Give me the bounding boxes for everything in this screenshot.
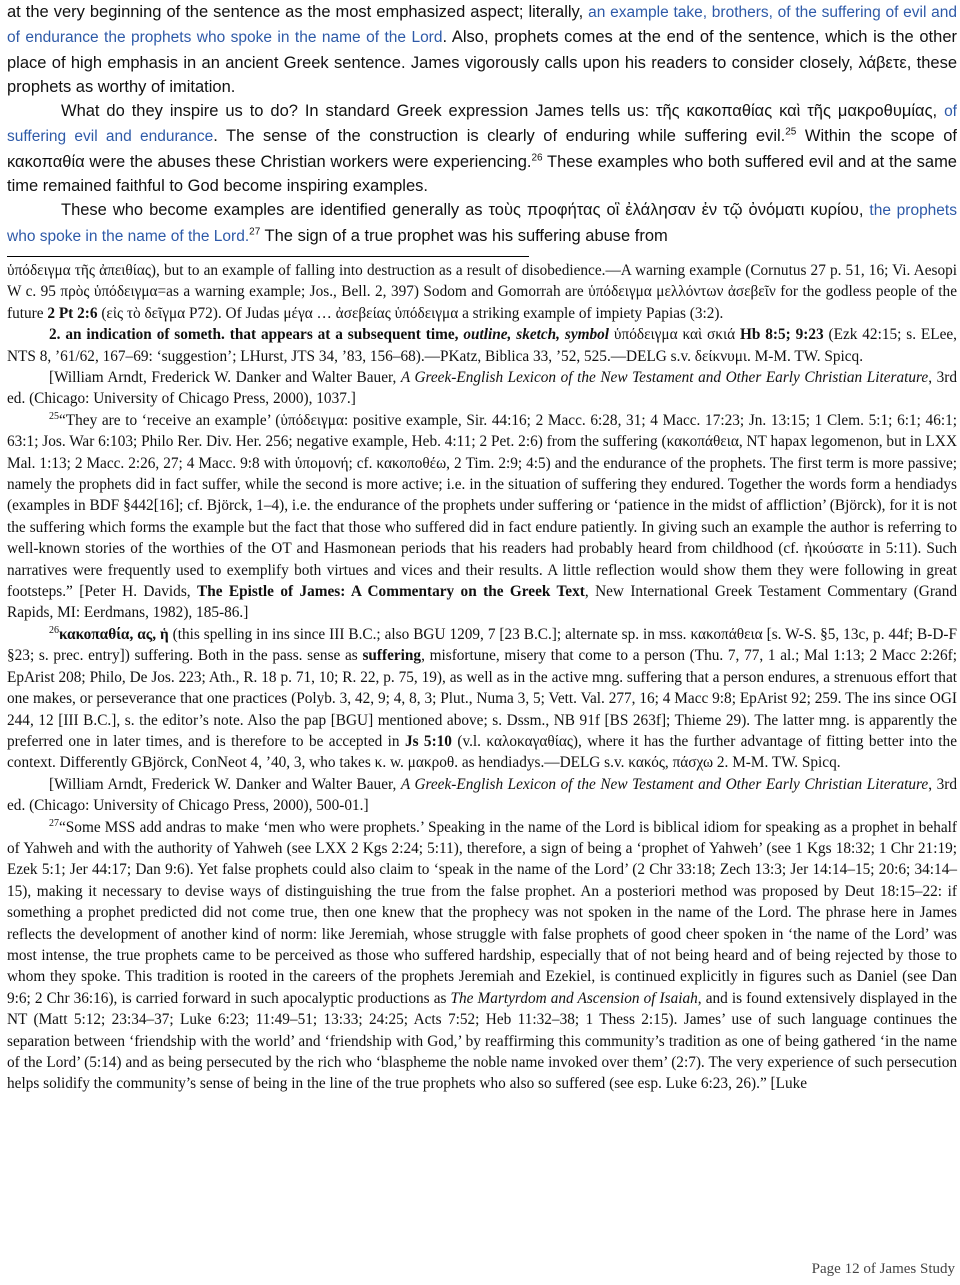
document-page — [7, 0, 957, 1095]
footnote-ref-26[interactable]: 26 — [531, 152, 543, 164]
text-run: These examples who both suffered evil and at the same time remained faithful to God become inspiring examples. — [7, 152, 957, 196]
text-run: , 3rd ed. (Chicago: University of Chicago Press, 2000), 500-01.] — [7, 775, 957, 815]
text-run: , and is found extensively displayed in the NT (Matt 5:12; 23:34–37; Luke 6:23; 11:49–51; 13:33; 24:25; Acts 7:52; Heb 11:32–38; 1 Thess 2:15). James’ use of such language continues the separation between ‘friendship with the world’ and ‘friendship with God,’ by reaffirming this community’s tradition as one of being gathered ‘in the name of the Lord’ (5:14) and as being persecuted by the rich who ‘blaspheme the noble name invoked over them’ (2:7). The very experience of such persecution helps solidify the community’s sense of being in the line of the true prophets who also so suffered (see esp. Luke 6:23, 26).” [Luke — [7, 989, 957, 1093]
footnote-separator — [7, 256, 529, 257]
footnote-25 — [7, 410, 957, 624]
text-run: (v.l. καλοκαγαθίας), where it has the further advantage of fitting better into the context. Differently GBjörck, ConNeot 4, ’40, 3, who takes κ. w. μακροθ. as hendiadys.—DELG s.v. κακός, πάσχω 2. M-M. TW. Spicq. — [7, 732, 957, 772]
text-run: “Some MSS add andras to make ‘men who were prophets.’ Speaking in the name of the Lord is biblical idiom for speaking as a prophet in behalf of Yahweh and with the authority of Yahweh (see LXX 2 Kgs 2:24; 5:11), therefore, a sign of being a ‘prophet of Yahweh’ (see 1 Kgs 18:32; 1 Chr 21:19; Ezek 5:1; Jer 44:17; Dan 9:6). Yet false prophets could also claim to ‘speak in the name of the Lord’ (2 Chr 33:18; Zech 13:3; Jer 14:14–15; 20:6; 34:14–15), making it necessary to devise ways of distinguishing the true from the false prophet. An a posteriori method was proposed by Deut 18:15–22: if something a prophet predicted did not come true, then one knew that the prophecy was not spoken in the name of the Lord. The phrase here in James reflects the development of another kind of norm: like Jeremiah, whose struggle with false prophets of good cheer spoken in ‘the name of the Lord’ was most intense, the true prophets came to be perceived as those who suffered hardship, especially that of not being heard and of being rejected by those to whom they spoke. This tradition is rooted in the careers of the prophets Jeremiah and Ezekiel, is continued explicitly in figures such as Daniel (see Dan 9:6; 2 Chr 36:16), is carried forward in such apocalyptic productions as — [7, 818, 957, 1007]
lexicon-gloss: suffering — [362, 647, 422, 665]
text-run: ὑπόδειγμα καὶ σκιά — [609, 326, 740, 344]
footnote-number: 27 — [49, 817, 59, 829]
text-run: These who become examples are identified generally as τοὺς προφήτας οἳ ἐλάλησαν ἐν τῷ ὀνόματι κυρίου, — [61, 201, 870, 220]
text-run: , 3rd ed. (Chicago: University of Chicago Press, 2000), 1037.] — [7, 369, 957, 408]
main-text — [7, 0, 957, 249]
translation-phrase: the prophets who spoke in the name of the Lord. — [7, 202, 957, 245]
book-title: A Greek-English Lexicon of the New Testament and Other Early Christian Literature — [400, 369, 929, 386]
book-title: A Greek-English Lexicon of the New Testament and Other Early Christian Literature — [400, 775, 929, 793]
main-paragraph-3 — [7, 198, 957, 249]
footnote-ref-25[interactable]: 25 — [785, 126, 797, 138]
translation-phrase: of suffering evil and endurance — [7, 103, 957, 146]
footnotes — [7, 260, 957, 1095]
text-run: . The sense of the construction is clearly of enduring while suffering evil. — [213, 127, 786, 146]
sense-gloss: outline, sketch, symbol — [463, 326, 610, 344]
book-title: The Epistle of James: A Commentary on the Greek Text — [197, 583, 585, 601]
footnote-number: 25 — [49, 410, 59, 422]
footnote-27 — [7, 817, 957, 1095]
text-run: at the very beginning of the sentence as the most emphasized aspect; literally, — [7, 3, 589, 21]
text-run: , New International Greek Testament Commentary (Grand Rapids, MI: Eerdmans, 1982), 185-86.] — [7, 583, 958, 622]
scripture-ref: 2 Pt 2:6 — [47, 304, 98, 322]
lexicon-sense-2 — [7, 324, 957, 367]
lexicon-headword: κακοπαθία, ας, ἡ — [59, 625, 169, 643]
main-paragraph-1 — [7, 0, 957, 99]
text-run: (εἰς τὸ δεῖγμα P72). Of Judas μέγα … ἀσεβείας ὑπόδειγμα a striking example of impiety Papias (3:2). — [97, 304, 724, 322]
sense-heading: 2. an indication of someth. that appears at a subsequent time, — [49, 326, 464, 344]
text-run: ὑπόδειγμα τῆς ἀπειθίας), but to an example of falling into destruction as a result of disobedience.—A warning example (Cornutus 27 p. 51, 16; Vi. Aesopi W c. 95 πρὸς ὑπόδειγμα=as a warning example; Jos., Bell. 2, 397) Sodom and Gomorrah are ὑπόδειγμα μελλόντων ἀσεβεῖν for the godless people of the future — [7, 261, 957, 322]
book-title: The Martyrdom and Ascension of Isaiah — [450, 989, 698, 1007]
scripture-ref: Js 5:10 — [404, 732, 452, 750]
text-run: The sign of a true prophet was his suffering abuse from — [260, 226, 668, 245]
text-run: (this spelling in ins since III B.C.; also BGU 1209, 7 [23 B.C.]; alternate sp. in mss. κακοπάθεια [s. W-S. §5, 13c, p. 44f; B-D-F §23; s. prec. entry]) suffering. Both in the pass. sense as — [7, 625, 957, 665]
citation-bdag-2 — [7, 774, 957, 817]
text-run: What do they inspire us to do? In standard Greek expression James tells us: τῆς κακοπαθίας καὶ τῆς μακροθυμίας, — [61, 102, 945, 121]
main-paragraph-2 — [7, 99, 957, 198]
text-run: [William Arndt, Frederick W. Danker and Walter Bauer, — [49, 775, 401, 793]
text-run: [William Arndt, Frederick W. Danker and Walter Bauer, — [49, 369, 401, 386]
text-run: Within the scope of κακοπαθία were the abuses these Christian workers were experiencing. — [7, 127, 957, 171]
footnote-number: 26 — [49, 624, 59, 636]
translation-phrase: an example take, brothers, of the suffering of evil and of endurance the prophets who spoke in the name of the Lord — [7, 4, 958, 47]
scripture-ref: Hb 8:5; 9:23 — [740, 326, 824, 344]
citation-bdag-1 — [7, 367, 957, 410]
text-run: (Ezk 42:15; s. ELee, NTS 8, ’61/62, 167–69: ‘suggestion’; LHurst, JTS 34, ’83, 156–68).—PKatz, Biblica 33, ’52, 525.—DELG s.v. δείκνυμι. M-M. TW. Spicq. — [7, 326, 957, 365]
text-run: . Also, prophets comes at the end of the sentence, which is the other place of high emphasis in an ancient Greek sentence. James vigorously calls upon his readers to consider closely, λάβετε, these prophets as worthy of imitation. — [7, 28, 957, 96]
text-run: , misfortune, misery that come to a person (Thu. 7, 77, 1 al.; Mal 1:13; 2 Macc 2:26f; EpArist 208; Philo, De Jos. 223; Ath., R. 18 p. 71, 10; R. 22, p. 75, 19), as well as in the active mng. suffering that a person endures, a strenuous effort that one makes, or perseverance that one practices (Polyb. 3, 42, 9; 4, 8, 3; Plut., Numa 3, 5; Vett. Val. 277, 16; 4 Macc 9:8; EpArist 92; 259. The ins since OGI 244, 12 [III B.C.], s. the editor’s note. Also the pap [BGU] mentioned above; s. Dssm., NB 91f [BS 263f]; Thieme 29). The latter mng. is apparently the preferred one in later times, and is therefore to be accepted in — [7, 647, 957, 750]
footnote-continuation — [7, 260, 957, 324]
page-counter: Page 12 of James Study — [811, 1261, 955, 1277]
text-run: “They are to ‘receive an example’ (ὑπόδειγμα: positive example, Sir. 44:16; 2 Macc. 6:28, 31; 4 Macc. 17:23; Jn. 13:15; 1 Clem. 5:1; 6:1; 46:1; 63:1; Jos. War 6:103; Philo Rer. Div. Her. 256; negative example, Heb. 4:11; 2 Pet. 2:6) from the suffering (κακοπάθεια, NT hapax legomenon, but in LXX Mal. 1:13; 2 Macc. 2:26, 27; 4 Macc. 9:8 with ὑπομονή; cf. κακοποθέω, 2 Tim. 2:9; 4:5) and the endurance of the prophets. The first term is more passive; namely the prophets did in fact suffer, while the second is more active; i.e. in the situation of suffering they endured. Together the words form a hendiadys (examples in BDF §442[16]; cf. Björck, 1–4), i.e. the endurance of the prophets under suffering or ‘patience in the midst of affliction’ (Björck), for it is not the suffering which forms the example but the fact that those who suffered did in fact endure patiently. In giving such an example the author is referring to well-known stories of the worthies of the OT and Hasmonean periods that his readers had probably heard from childhood (cf. ἠκούσατε in 5:11). Such narratives were frequently used to exemplify both virtues and vices and their results. A little reflection would show them they were following in great footsteps.” [Peter H. Davids, — [7, 411, 957, 601]
footnote-ref-27[interactable]: 27 — [249, 226, 261, 238]
footnote-26 — [7, 624, 957, 774]
